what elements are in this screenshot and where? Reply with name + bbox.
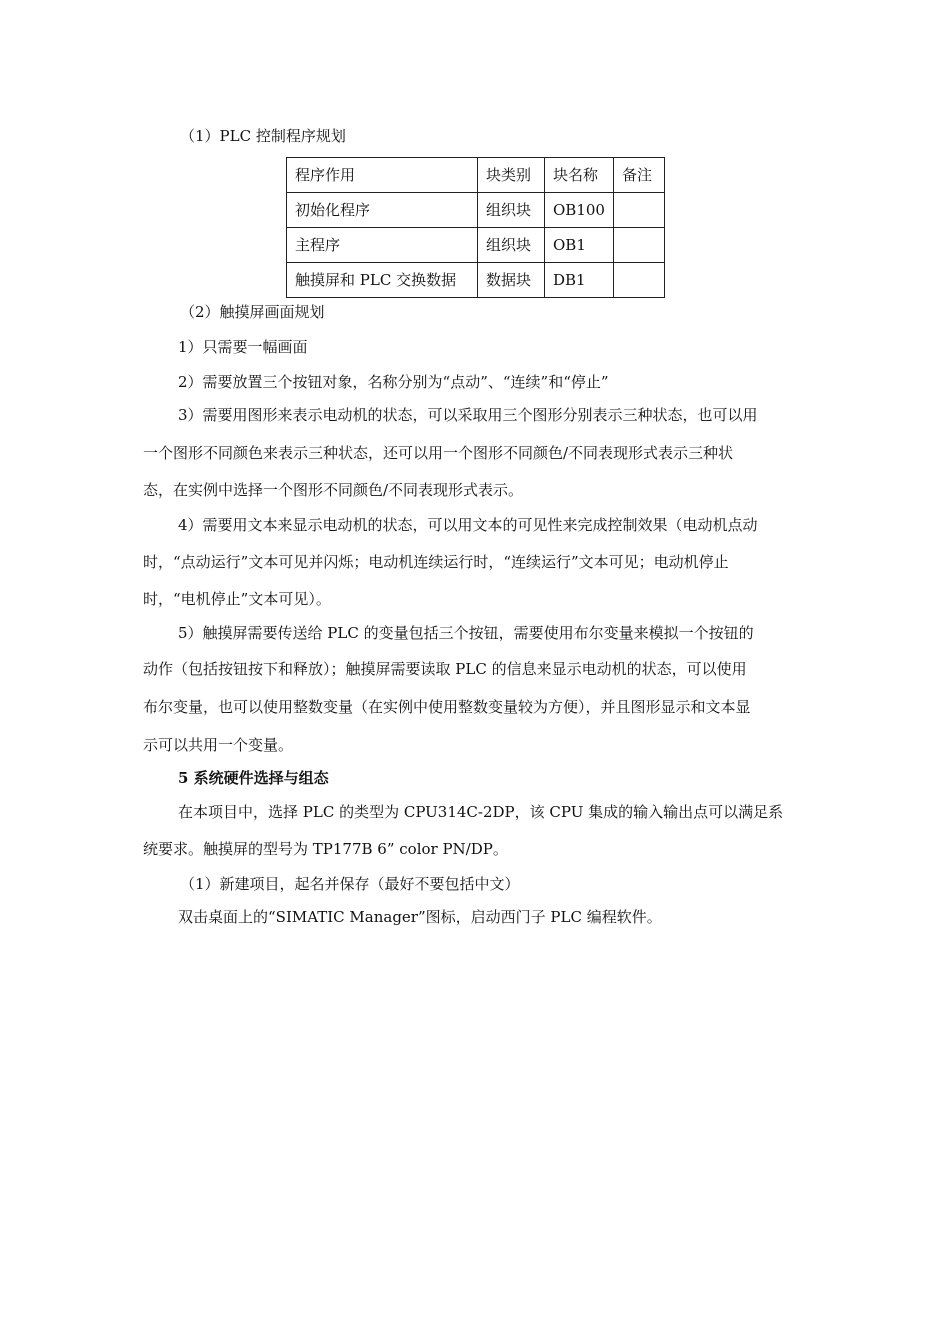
paragraph-line: 5）触摸屏需要传送给 PLC 的变量包括三个按钮，需要使用布尔变量来模拟一个按钮的 [178,624,754,642]
table-header-cell: 程序作用 [287,158,478,193]
table-cell: 主程序 [287,228,478,263]
paragraph-line: 一个图形不同颜色来表示三种状态，还可以用一个图形不同颜色/不同表现形式表示三种状 [143,444,734,462]
paragraph-line: 动作（包括按钮按下和释放）；触摸屏需要读取 PLC 的信息来显示电动机的状态，可以使用 [143,660,747,678]
table-header-cell: 块类别 [478,158,545,193]
list-item: 1）只需要一幅画面 [178,338,308,356]
paragraph-line: 3）需要用图形来表示电动机的状态，可以采取用三个图形分别表示三种状态，也可以用 [178,406,758,424]
paragraph-line: 时，“点动运行”文本可见并闪烁；电动机连续运行时，“连续运行”文本可见；电动机停止 [143,553,729,571]
section-plc-program-title: （1）PLC 控制程序规划 [180,127,346,145]
table-row [287,193,665,228]
table-row [287,228,665,263]
table-row [287,263,665,298]
table-cell: 组织块 [478,193,545,228]
section-hmi-title: （2）触摸屏画面规划 [180,303,325,321]
table-cell: 组织块 [478,228,545,263]
table-cell: 数据块 [478,263,545,298]
table-cell: OB1 [545,228,614,263]
table-cell: 初始化程序 [287,193,478,228]
list-item: 2）需要放置三个按钮对象，名称分别为“点动”、“连续”和“停止” [178,373,609,391]
paragraph-line: 布尔变量，也可以使用整数变量（在实例中使用整数变量较为方便），并且图形显示和文本显 [143,698,751,716]
table-header-cell: 备注 [613,158,664,193]
table-cell [613,228,664,263]
section-heading: 5 系统硬件选择与组态 [178,769,329,787]
paragraph-line: 4）需要用文本来显示电动机的状态，可以用文本的可见性来完成控制效果（电动机点动 [178,516,758,534]
table-cell: 触摸屏和 PLC 交换数据 [287,263,478,298]
table-cell [613,263,664,298]
table-cell [613,193,664,228]
paragraph-line: 时，“电机停止”文本可见）。 [143,590,331,608]
step-title: （1）新建项目，起名并保存（最好不要包括中文） [180,875,520,893]
paragraph-line: 态，在实例中选择一个图形不同颜色/不同表现形式表示。 [143,481,524,499]
paragraph-line: 统要求。触摸屏的型号为 TP177B 6” color PN/DP。 [143,840,508,858]
paragraph-line: 在本项目中，选择 PLC 的类型为 CPU314C-2DP，该 CPU 集成的输入输出点可以满足系 [178,803,784,821]
table-cell: OB100 [545,193,614,228]
paragraph-line: 双击桌面上的“SIMATIC Manager”图标，启动西门子 PLC 编程软件。 [178,908,662,926]
plc-program-table [286,157,665,298]
table-header-cell: 块名称 [545,158,614,193]
paragraph-line: 示可以共用一个变量。 [143,736,294,754]
table-cell: DB1 [545,263,614,298]
table-header-row [287,158,665,193]
